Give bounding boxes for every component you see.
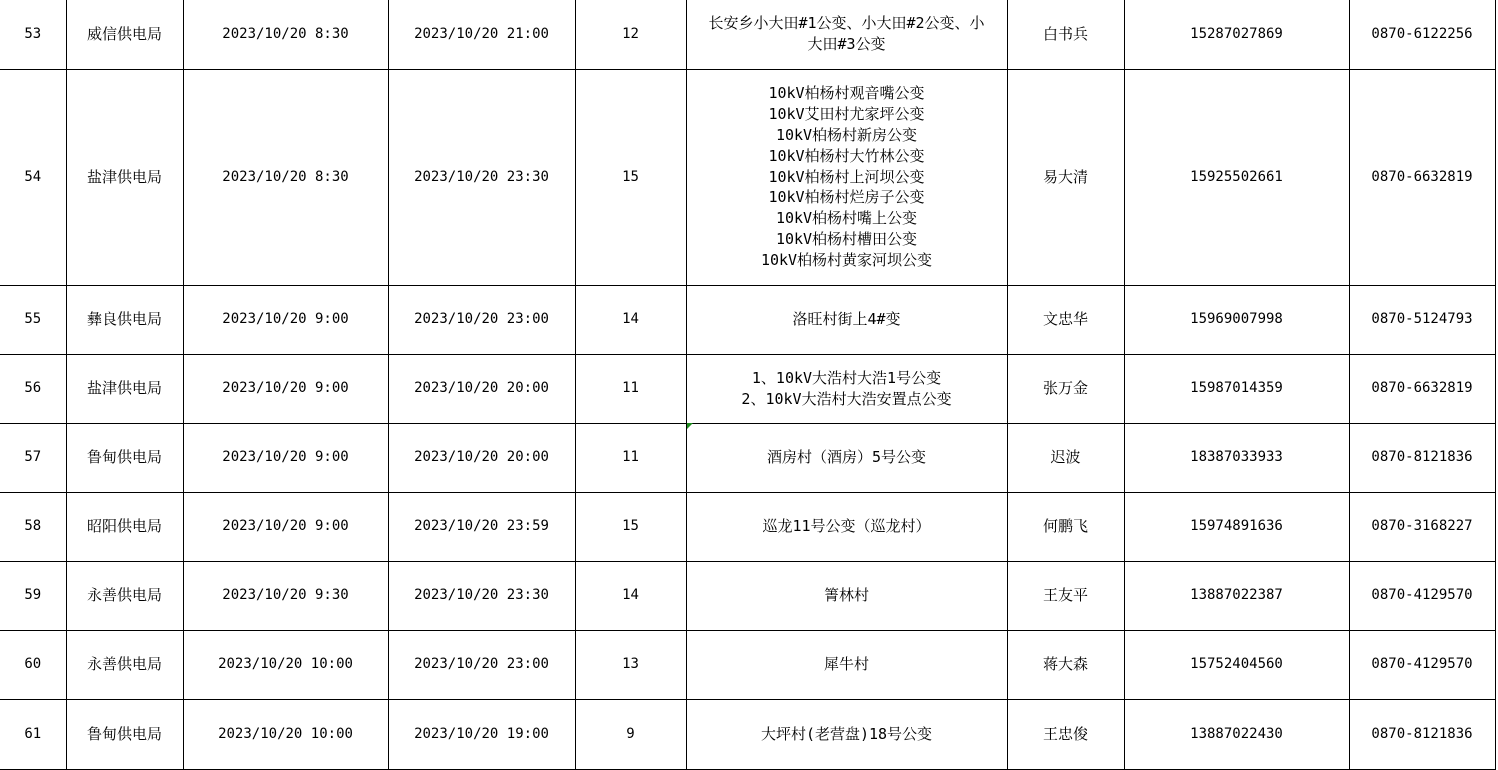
row-number[interactable]: 58 [0, 492, 66, 561]
mobile-number-cell[interactable]: 13887022387 [1124, 561, 1349, 630]
duration-hours-cell[interactable]: 9 [575, 699, 686, 769]
duration-hours-cell[interactable]: 15 [575, 69, 686, 285]
start-time-cell[interactable]: 2023/10/20 8:30 [183, 0, 388, 69]
table-row [0, 423, 1495, 492]
contact-person-cell[interactable]: 迟波 [1007, 423, 1124, 492]
outage-area-line: 10kV柏杨村黄家河坝公变 [760, 250, 933, 269]
office-phone-cell[interactable]: 0870-6632819 [1349, 354, 1495, 423]
bureau-cell[interactable]: 盐津供电局 [66, 354, 183, 423]
outage-area-line: 犀牛村 [823, 655, 869, 674]
outage-area-line: 1、10kV大浩村大浩1号公变 [751, 368, 942, 387]
start-time-cell[interactable]: 2023/10/20 10:00 [183, 699, 388, 769]
outage-area-line: 酒房村（酒房）5号公变 [766, 448, 927, 467]
mobile-number-cell[interactable]: 15287027869 [1124, 0, 1349, 69]
row-number[interactable]: 56 [0, 354, 66, 423]
start-time-cell[interactable]: 2023/10/20 8:30 [183, 69, 388, 285]
table-row [0, 0, 1495, 69]
bureau-cell[interactable]: 威信供电局 [66, 0, 183, 69]
outage-area-line: 箐林村 [823, 586, 869, 605]
row-number[interactable]: 55 [0, 285, 66, 354]
outage-area-cell[interactable] [686, 630, 1007, 699]
outage-area-line: 10kV柏杨村观音嘴公变 [768, 84, 925, 103]
table-row [0, 699, 1495, 769]
row-number[interactable]: 61 [0, 699, 66, 769]
end-time-cell[interactable]: 2023/10/20 23:00 [388, 630, 575, 699]
outage-area-line: 巡龙11号公变（巡龙村） [762, 517, 931, 536]
mobile-number-cell[interactable]: 15969007998 [1124, 285, 1349, 354]
office-phone-cell[interactable]: 0870-8121836 [1349, 423, 1495, 492]
end-time-cell[interactable]: 2023/10/20 20:00 [388, 423, 575, 492]
contact-person-cell[interactable]: 王友平 [1007, 561, 1124, 630]
start-time-cell[interactable]: 2023/10/20 9:00 [183, 492, 388, 561]
end-time-cell[interactable]: 2023/10/20 23:30 [388, 561, 575, 630]
row-number[interactable]: 60 [0, 630, 66, 699]
end-time-cell[interactable]: 2023/10/20 23:59 [388, 492, 575, 561]
outage-area-cell[interactable] [686, 699, 1007, 769]
table-row [0, 285, 1495, 354]
office-phone-cell[interactable]: 0870-6122256 [1349, 0, 1495, 69]
contact-person-cell[interactable]: 文忠华 [1007, 285, 1124, 354]
duration-hours-cell[interactable]: 14 [575, 561, 686, 630]
office-phone-cell[interactable]: 0870-4129570 [1349, 630, 1495, 699]
mobile-number-cell[interactable]: 15974891636 [1124, 492, 1349, 561]
outage-area-line: 10kV柏杨村嘴上公变 [775, 209, 918, 228]
duration-hours-cell[interactable]: 15 [575, 492, 686, 561]
end-time-cell[interactable]: 2023/10/20 23:00 [388, 285, 575, 354]
outage-area-cell[interactable] [686, 69, 1007, 285]
outage-area-cell[interactable] [686, 0, 1007, 69]
outage-area-line: 10kV柏杨村槽田公变 [775, 229, 918, 248]
mobile-number-cell[interactable]: 15925502661 [1124, 69, 1349, 285]
start-time-cell[interactable]: 2023/10/20 10:00 [183, 630, 388, 699]
outage-area-line: 10kV柏杨村大竹林公变 [768, 146, 925, 165]
start-time-cell[interactable]: 2023/10/20 9:00 [183, 285, 388, 354]
outage-area-cell[interactable] [686, 423, 1007, 492]
table-row [0, 69, 1495, 285]
table-row [0, 630, 1495, 699]
bureau-cell[interactable]: 昭阳供电局 [66, 492, 183, 561]
duration-hours-cell[interactable]: 11 [575, 423, 686, 492]
office-phone-cell[interactable]: 0870-4129570 [1349, 561, 1495, 630]
outage-area-line: 长安乡小大田#1公变、小大田#2公变、小 [708, 14, 985, 33]
contact-person-cell[interactable]: 何鹏飞 [1007, 492, 1124, 561]
duration-hours-cell[interactable]: 14 [575, 285, 686, 354]
row-number[interactable]: 59 [0, 561, 66, 630]
duration-hours-cell[interactable]: 12 [575, 0, 686, 69]
outage-area-cell[interactable] [686, 285, 1007, 354]
office-phone-cell[interactable]: 0870-8121836 [1349, 699, 1495, 769]
bureau-cell[interactable]: 永善供电局 [66, 561, 183, 630]
office-phone-cell[interactable]: 0870-5124793 [1349, 285, 1495, 354]
office-phone-cell[interactable]: 0870-3168227 [1349, 492, 1495, 561]
outage-area-line: 10kV柏杨村新房公变 [775, 126, 918, 144]
contact-person-cell[interactable]: 蒋大森 [1007, 630, 1124, 699]
bureau-cell[interactable]: 盐津供电局 [66, 69, 183, 285]
outage-area-line: 10kV艾田村尤家坪公变 [768, 105, 925, 124]
contact-person-cell[interactable]: 张万金 [1007, 354, 1124, 423]
outage-area-line: 10kV柏杨村上河坝公变 [768, 167, 925, 186]
bureau-cell[interactable]: 鲁甸供电局 [66, 423, 183, 492]
mobile-number-cell[interactable]: 15987014359 [1124, 354, 1349, 423]
end-time-cell[interactable]: 2023/10/20 19:00 [388, 699, 575, 769]
start-time-cell[interactable]: 2023/10/20 9:30 [183, 561, 388, 630]
row-number[interactable]: 54 [0, 69, 66, 285]
outage-area-line: 大田#3公变 [807, 35, 886, 54]
contact-person-cell[interactable]: 白书兵 [1007, 0, 1124, 69]
bureau-cell[interactable]: 彝良供电局 [66, 285, 183, 354]
outage-area-cell[interactable] [686, 354, 1007, 423]
table-row [0, 492, 1495, 561]
row-number[interactable]: 57 [0, 423, 66, 492]
row-number[interactable]: 53 [0, 0, 66, 69]
end-time-cell[interactable]: 2023/10/20 23:30 [388, 69, 575, 285]
outage-area-cell[interactable] [686, 561, 1007, 630]
outage-area-line: 洛旺村街上4#变 [792, 310, 901, 329]
cell-comment-marker [687, 423, 693, 429]
bureau-cell[interactable]: 永善供电局 [66, 630, 183, 699]
duration-hours-cell[interactable]: 13 [575, 630, 686, 699]
outage-area-line: 2、10kV大浩村大浩安置点公变 [741, 389, 952, 408]
bureau-cell[interactable]: 鲁甸供电局 [66, 699, 183, 769]
start-time-cell[interactable]: 2023/10/20 9:00 [183, 354, 388, 423]
table-row [0, 561, 1495, 630]
contact-person-cell[interactable]: 王忠俊 [1007, 699, 1124, 769]
mobile-number-cell[interactable]: 18387033933 [1124, 423, 1349, 492]
outage-area-cell[interactable] [686, 492, 1007, 561]
office-phone-cell[interactable]: 0870-6632819 [1349, 69, 1495, 285]
mobile-number-cell[interactable]: 15752404560 [1124, 630, 1349, 699]
contact-person-cell[interactable]: 易大清 [1007, 69, 1124, 285]
end-time-cell[interactable]: 2023/10/20 20:00 [388, 354, 575, 423]
outage-area-line: 大坪村(老营盘)18号公变 [760, 724, 933, 743]
start-time-cell[interactable]: 2023/10/20 9:00 [183, 423, 388, 492]
table-row [0, 354, 1495, 423]
duration-hours-cell[interactable]: 11 [575, 354, 686, 423]
outage-area-line: 10kV柏杨村烂房子公变 [768, 188, 925, 207]
mobile-number-cell[interactable]: 13887022430 [1124, 699, 1349, 769]
end-time-cell[interactable]: 2023/10/20 21:00 [388, 0, 575, 69]
